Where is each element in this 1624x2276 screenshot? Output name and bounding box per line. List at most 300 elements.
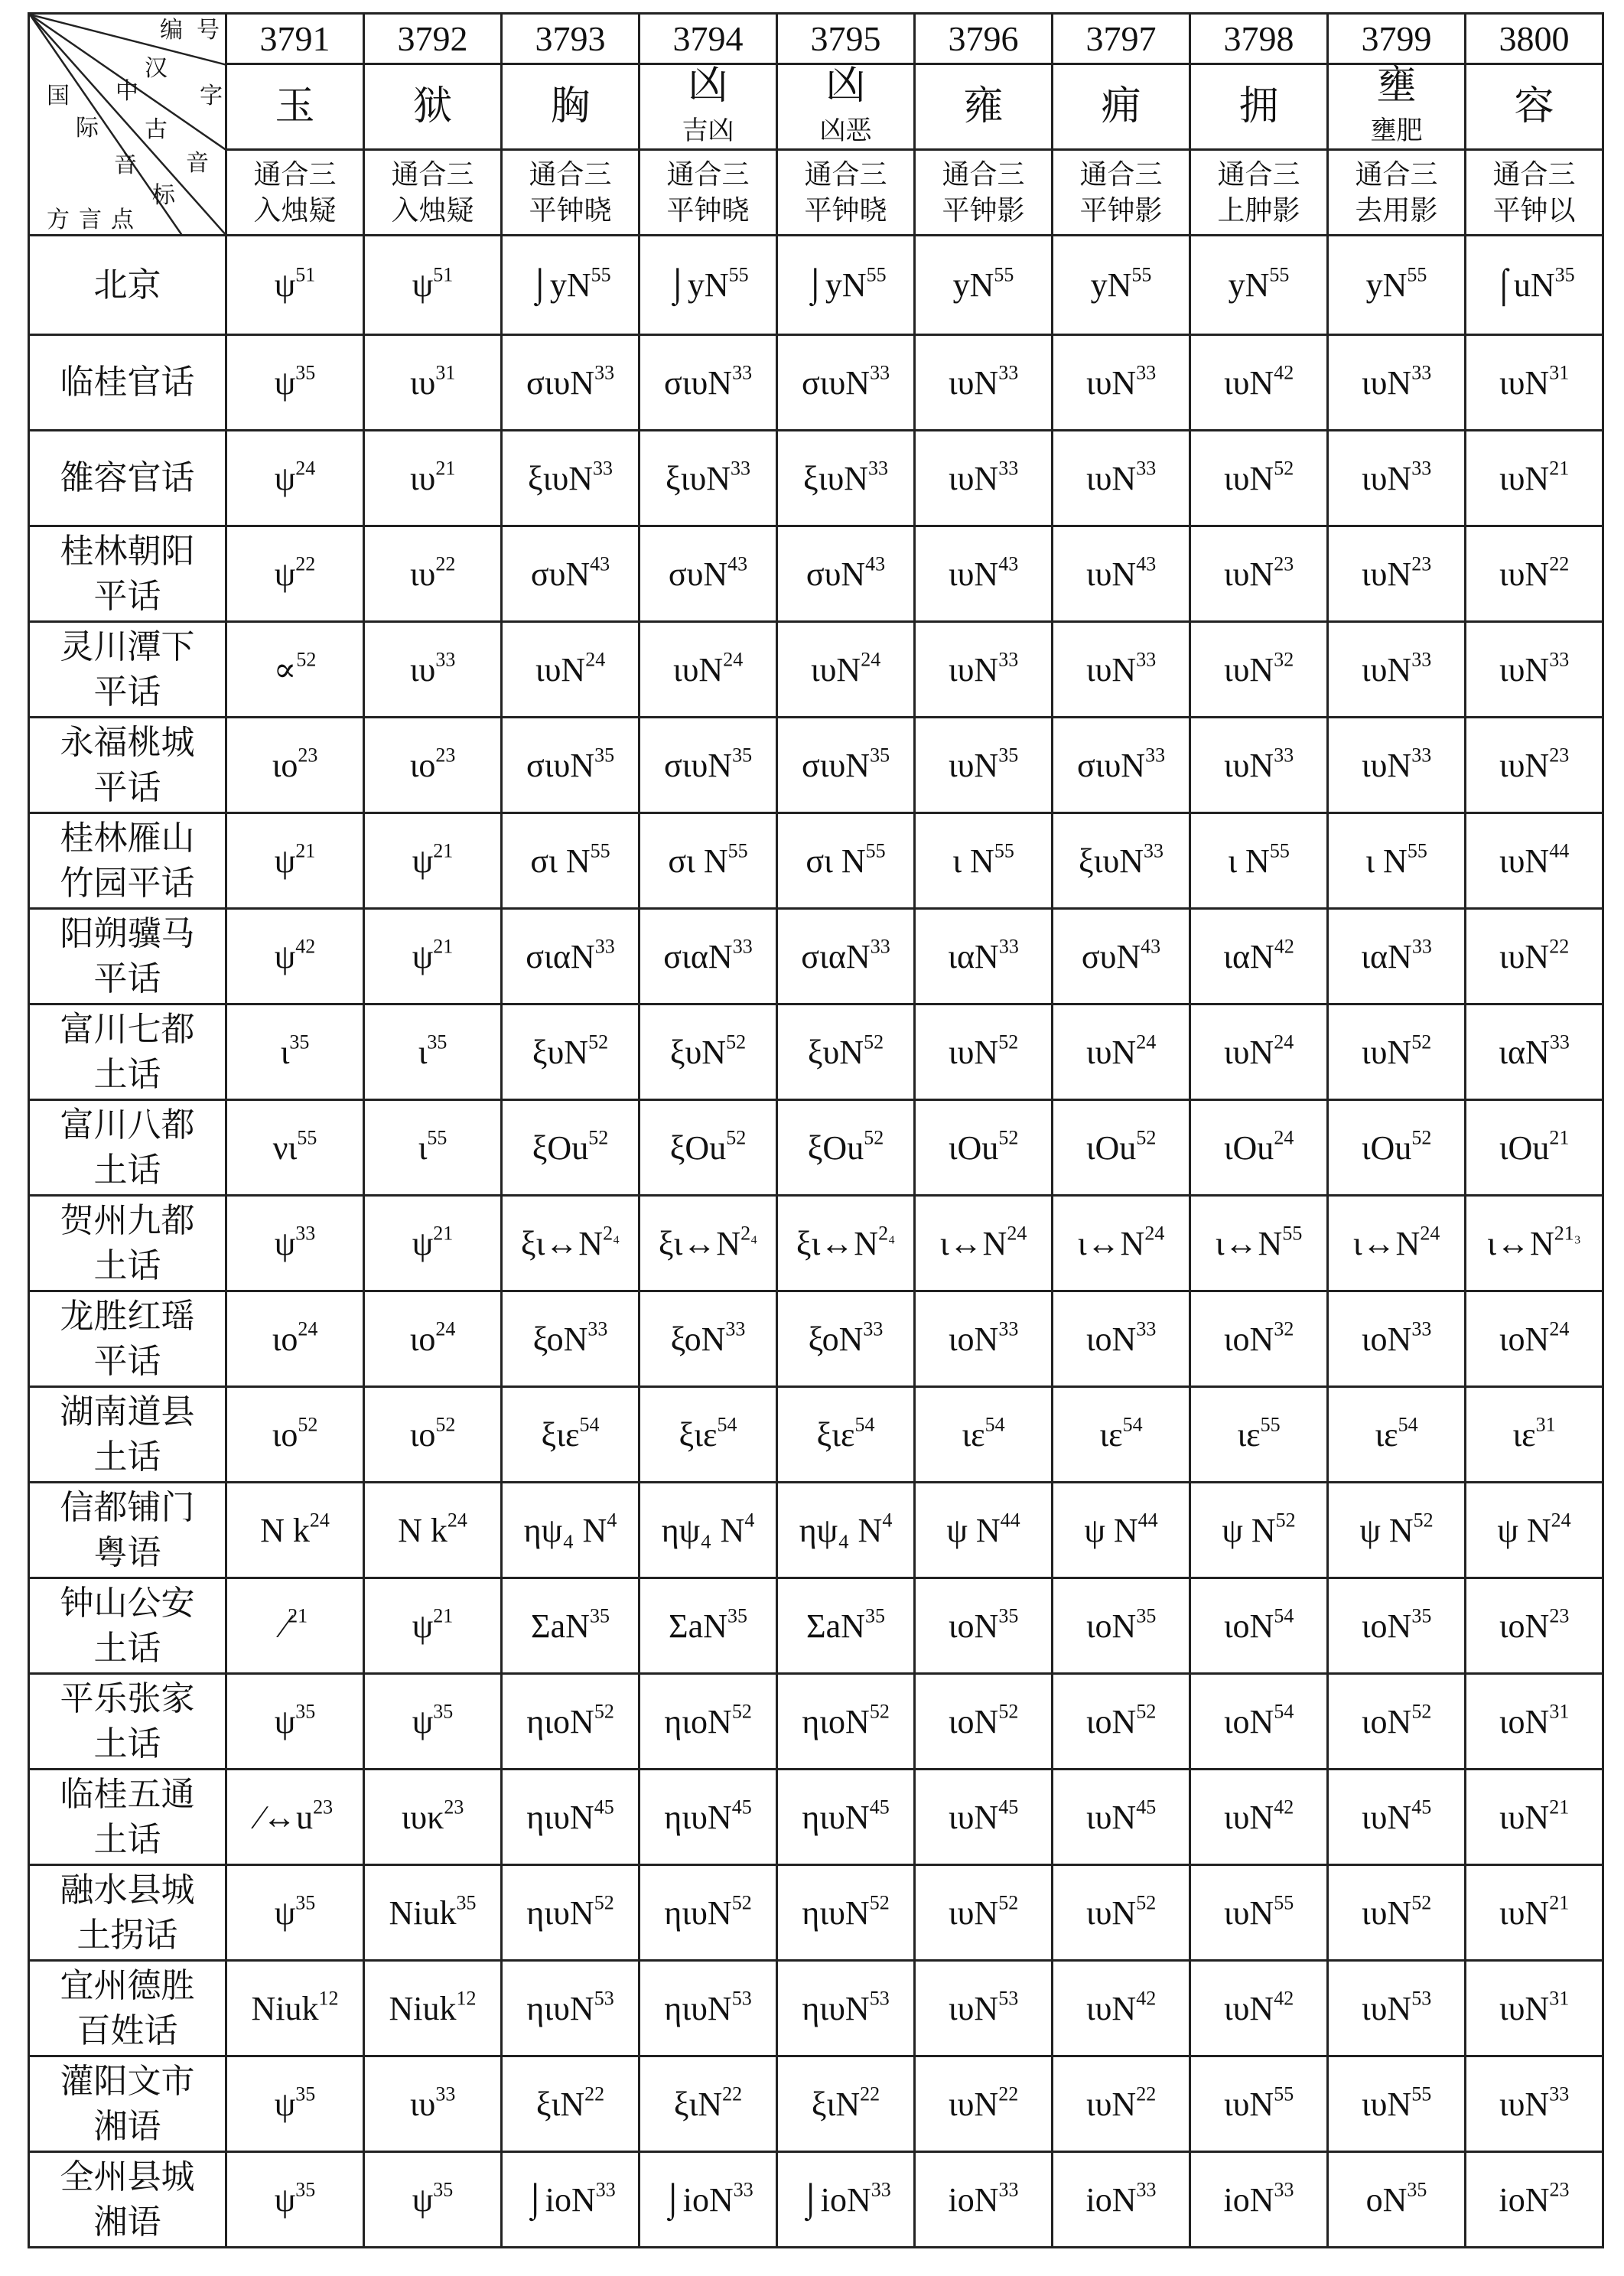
tone-number: 55 [866, 263, 887, 286]
ipa-text: ξιυN [1078, 842, 1144, 880]
tone-number: 35 [427, 1031, 447, 1053]
tone-number: 35 [456, 1891, 477, 1913]
tone-number: 24 [1274, 1031, 1294, 1053]
tone-number: 22 [860, 2082, 880, 2105]
tone-number: 35 [295, 361, 316, 383]
ipa-text: ξυN [532, 1033, 589, 1071]
ipa-text: ιο [409, 1415, 436, 1454]
ipa-text: ι↔N [1352, 1224, 1421, 1262]
ipa-text: ιοN [1499, 1320, 1550, 1358]
table-row [29, 1865, 1603, 1961]
tone-number: 22 [1549, 935, 1570, 957]
ipa-cell [364, 1865, 502, 1961]
dialect-place-line: 钟山公安 [60, 1584, 195, 1622]
corner-ipa-label-4: 标 [152, 183, 175, 208]
corner-mc-label-1: 中 [116, 79, 138, 104]
corner-number-label-2: 号 [197, 18, 220, 43]
ipa-cell [364, 2152, 502, 2248]
ipa-cell [915, 1196, 1053, 1291]
ipa-cell [1466, 1196, 1603, 1291]
tone-number: 33 [593, 457, 613, 479]
ipa-text: ψ [274, 1702, 296, 1740]
ipa-text: ιυN [948, 363, 999, 402]
tone-number: 21 [295, 839, 316, 861]
middle-chinese-line: 通合三 [666, 158, 750, 190]
table-row [29, 526, 1603, 622]
dialect-place-line: 土话 [93, 1056, 161, 1093]
ipa-cell [502, 1483, 640, 1578]
tone-number: 21 [433, 1222, 454, 1244]
tone-number: 52 [588, 1126, 609, 1148]
tone-number: 52 [298, 1413, 318, 1435]
dialect-place [29, 2152, 226, 2248]
dialect-place [29, 1578, 226, 1674]
table-row [29, 1578, 1603, 1674]
ipa-cell [226, 1387, 364, 1483]
ipa-cell [1053, 1387, 1190, 1483]
tone-number: 43 [1136, 552, 1157, 575]
tone-number: 55 [727, 839, 748, 861]
ipa-text: ιυN [1361, 1893, 1412, 1932]
ipa-text: ιαN [1361, 937, 1412, 975]
middle-chinese-cell [915, 150, 1053, 236]
ipa-text: ιο [409, 1320, 436, 1358]
table-row [29, 2056, 1603, 2152]
tone-number: 33 [863, 1317, 884, 1340]
tone-number: 23 [1549, 1604, 1570, 1626]
ipa-text: ιoN [948, 1607, 999, 1645]
dialect-place-line: 融水县城 [60, 1871, 195, 1909]
character-cell [1328, 64, 1466, 150]
ipa-text: ψ N [1222, 1511, 1276, 1549]
ipa-text: ιυN [948, 555, 999, 593]
ipa-text: ιυN [1361, 1798, 1412, 1836]
tone-number: 4 [607, 1509, 617, 1531]
tone-number: 23 [1549, 2178, 1570, 2200]
ipa-text: ι↔N [1487, 1224, 1554, 1262]
tone-number: 35 [1407, 2178, 1427, 2200]
ipa-cell [502, 1100, 640, 1196]
ipa-cell [640, 1770, 777, 1865]
tone-number: 22 [998, 2082, 1019, 2105]
ipa-cell [1328, 622, 1466, 718]
ipa-cell [915, 718, 1053, 813]
ipa-text: συN [530, 555, 591, 593]
dialect-place-line: 平话 [93, 673, 161, 711]
ipa-cell [364, 1291, 502, 1387]
ipa-cell [1053, 1483, 1190, 1578]
tone-number: 54 [1274, 1604, 1294, 1626]
ipa-cell [364, 1196, 502, 1291]
ipa-text: ΣaN [531, 1607, 590, 1645]
middle-chinese-line: 平钟以 [1492, 194, 1576, 226]
ipa-text: ψ [274, 937, 296, 975]
ipa-cell [777, 1005, 915, 1100]
dialect-place-line: 雒容官话 [60, 459, 195, 497]
tone-number: 31 [1549, 361, 1570, 383]
tone-number: 45 [594, 1796, 614, 1818]
middle-chinese-row [29, 150, 1603, 236]
ipa-text: N k [398, 1511, 447, 1549]
ipa-text: σιυN [801, 363, 871, 402]
ipa-text: ιOu [1361, 1128, 1412, 1167]
ipa-cell [502, 236, 640, 335]
table-row [29, 1100, 1603, 1196]
character-cell [1466, 64, 1603, 150]
ipa-text: ιε [962, 1415, 985, 1454]
tone-number: 43 [865, 552, 886, 575]
ipa-text: ιυN [1499, 650, 1550, 689]
table-row [29, 1005, 1603, 1100]
ipa-text: ιυN [1085, 2085, 1137, 2123]
ipa-cell [640, 1483, 777, 1578]
character-cell [226, 64, 364, 150]
tone-number: 21 [433, 839, 454, 861]
ipa-text: ηιoN [802, 1702, 870, 1740]
table-row [29, 1961, 1603, 2056]
ipa-text: ηψ₄ N [523, 1511, 607, 1549]
ipa-text: ξιN [673, 2085, 723, 2123]
tone-number: 54 [984, 1413, 1005, 1435]
ipa-text: ψ [412, 266, 434, 304]
ipa-text: ιοN [1361, 1320, 1412, 1358]
ipa-text: σιυN [663, 746, 733, 784]
tone-number: 43 [590, 552, 610, 575]
dialect-place-line: 土拐话 [76, 1916, 178, 1954]
dialect-place-line: 粤语 [93, 1534, 161, 1571]
middle-chinese-cell [1053, 150, 1190, 236]
tone-number: 33 [1411, 1317, 1432, 1340]
dialect-place [29, 1770, 226, 1865]
ipa-text: Niuk [389, 1989, 457, 2027]
ipa-cell [1190, 813, 1328, 909]
tone-number: 55 [1131, 263, 1152, 286]
ipa-cell [1190, 1961, 1328, 2056]
tone-number: 31 [1535, 1413, 1556, 1435]
tone-number: 45 [998, 1796, 1019, 1818]
tone-number: 24 [1551, 1509, 1571, 1531]
character-glyph: 狱 [412, 84, 453, 129]
ipa-cell [1328, 813, 1466, 909]
tone-number: 33 [1411, 648, 1432, 670]
ipa-cell [1328, 2152, 1466, 2248]
tone-number: 55 [1260, 1413, 1281, 1435]
tone-number: 52 [1413, 1509, 1434, 1531]
dialect-place-line: 信都铺门 [60, 1488, 195, 1526]
tone-number: 45 [1136, 1796, 1157, 1818]
ipa-cell [777, 2056, 915, 2152]
ipa-cell [640, 1291, 777, 1387]
dialect-place-line: 永福桃城 [60, 723, 195, 761]
ipa-text: ιε [1375, 1415, 1398, 1454]
tone-number: 33 [435, 648, 456, 670]
tone-number: 23 [1274, 552, 1294, 575]
ipa-text: ιOu [948, 1128, 999, 1167]
dialect-place [29, 909, 226, 1005]
ipa-cell [364, 909, 502, 1005]
ipa-text: ηιυN [802, 1989, 870, 2027]
tone-number: 52 [588, 1031, 609, 1053]
ipa-cell [1053, 1578, 1190, 1674]
dialect-place [29, 1196, 226, 1291]
ipa-text: ιυN [1499, 842, 1550, 880]
ipa-text: ιυN [672, 650, 724, 689]
table-row [29, 1387, 1603, 1483]
ipa-cell [502, 1865, 640, 1961]
middle-chinese-line: 入烛疑 [253, 194, 337, 226]
ipa-cell [1190, 1005, 1328, 1100]
middle-chinese-line: 平钟晓 [529, 194, 612, 226]
ipa-text: σι N [805, 842, 866, 880]
ipa-text: ιυN [1085, 1798, 1137, 1836]
tone-number: 21 [435, 457, 456, 479]
ipa-text: ιυN [1499, 555, 1550, 593]
ipa-cell [226, 1483, 364, 1578]
dialect-place-line: 土话 [93, 1630, 161, 1667]
ipa-cell [1466, 718, 1603, 813]
ipa-cell [1053, 236, 1190, 335]
corner-ipa-label-2: 际 [76, 116, 99, 141]
tone-number: 52 [998, 1700, 1019, 1722]
dialect-place [29, 236, 226, 335]
character-cell [1190, 64, 1328, 150]
character-number: 3792 [364, 14, 502, 64]
ipa-cell [640, 2152, 777, 2248]
tone-number: 35 [998, 1604, 1019, 1626]
tone-number: 12 [456, 1987, 477, 2009]
tone-number: 33 [1144, 839, 1163, 861]
ipa-cell [777, 526, 915, 622]
tone-number: 45 [869, 1796, 890, 1818]
tone-number: 52 [1411, 1126, 1432, 1148]
ipa-cell [777, 622, 915, 718]
character-gloss: 凶恶 [819, 117, 872, 145]
ipa-text: ιυ [409, 555, 436, 593]
ipa-text: ιοN [1223, 1320, 1274, 1358]
ipa-cell [640, 718, 777, 813]
ipa-text: ιυ [409, 363, 436, 402]
middle-chinese-cell [502, 150, 640, 236]
ipa-cell [364, 1770, 502, 1865]
ipa-text: σιαN [526, 937, 595, 975]
ipa-text: σι N [530, 842, 591, 880]
ipa-cell [364, 431, 502, 526]
ipa-text: ι↔N [1215, 1224, 1283, 1262]
ipa-cell [226, 1578, 364, 1674]
ipa-cell [1328, 1291, 1466, 1387]
ipa-cell [1053, 1291, 1190, 1387]
dialect-place [29, 335, 226, 431]
ipa-text: ψ [274, 842, 296, 880]
tone-number: 55 [994, 839, 1014, 861]
ipa-text: ιOu [1223, 1128, 1274, 1167]
table-row [29, 718, 1603, 813]
ipa-text: ψ [412, 1607, 434, 1645]
ipa-text: ξOu [669, 1128, 727, 1167]
table-row [29, 1196, 1603, 1291]
corner-mc-label-3: 音 [186, 151, 209, 176]
tone-number: 55 [1274, 1891, 1294, 1913]
tone-number: 44 [1137, 1509, 1158, 1531]
tone-number: 24 [723, 648, 744, 670]
ipa-cell [502, 622, 640, 718]
ipa-cell [502, 718, 640, 813]
tone-number: 55 [865, 839, 886, 861]
tone-number: 42 [1274, 935, 1294, 957]
tone-number: 52 [1411, 1031, 1432, 1053]
tone-number: 33 [998, 648, 1019, 670]
ipa-text: ιυN [1223, 2085, 1274, 2123]
ipa-text: ιoN [1499, 1607, 1550, 1645]
ipa-cell [1328, 1865, 1466, 1961]
tone-number: 53 [594, 1987, 614, 2009]
dialect-place-line: 临桂五通 [60, 1775, 195, 1813]
dialect-place-line: 富川八都 [60, 1105, 195, 1144]
ipa-cell [502, 2056, 640, 2152]
ipa-text: ιυN [1499, 1798, 1550, 1836]
tone-number: 24 [1136, 1031, 1157, 1053]
ipa-text: ηψ₄ N [661, 1511, 745, 1549]
ipa-text: ιυN [1223, 746, 1274, 784]
tone-number: 52 [731, 1891, 752, 1913]
ipa-cell [915, 335, 1053, 431]
character-glyph: 痈 [1101, 84, 1141, 129]
tone-number: 52 [998, 1031, 1019, 1053]
ipa-text: ηιoN [526, 1702, 594, 1740]
ipa-text: ιυN [948, 1893, 999, 1932]
ipa-cell [777, 813, 915, 909]
ipa-cell [1328, 1387, 1466, 1483]
character-cell [640, 64, 777, 150]
ipa-cell [915, 1291, 1053, 1387]
number-row [29, 14, 1603, 64]
ipa-cell [1053, 1674, 1190, 1770]
tone-number: 54 [1122, 1413, 1143, 1435]
ipa-text: συN [1081, 937, 1141, 975]
tone-number: 43 [727, 552, 748, 575]
ipa-text: ψ [412, 842, 434, 880]
ipa-text: ιυN [1361, 555, 1412, 593]
tone-number: 24 [298, 1317, 318, 1340]
ipa-cell [777, 2152, 915, 2248]
ipa-cell [1190, 1770, 1328, 1865]
character-number: 3797 [1053, 14, 1190, 64]
dialect-place-line: 全州县城 [60, 2157, 195, 2196]
ipa-cell [1466, 909, 1603, 1005]
ipa-cell [1328, 431, 1466, 526]
ipa-text: ιoN [1085, 1607, 1137, 1645]
ipa-cell [502, 1291, 640, 1387]
ipa-cell [640, 431, 777, 526]
middle-chinese-cell [1466, 150, 1603, 236]
ipa-text: ιυN [1085, 650, 1137, 689]
character-number: 3798 [1190, 14, 1328, 64]
ipa-text: ∕ [282, 1607, 288, 1645]
ipa-cell [915, 1100, 1053, 1196]
ipa-cell [502, 909, 640, 1005]
ipa-cell [640, 1005, 777, 1100]
ipa-text: ψ [274, 555, 296, 593]
tone-number: 52 [296, 648, 317, 670]
tone-number: 33 [587, 1317, 608, 1340]
ipa-text: σιυN [526, 746, 595, 784]
ipa-text: σιυN [663, 363, 733, 402]
tone-number: 33 [731, 457, 750, 479]
dialect-place-line: 百姓话 [76, 2012, 178, 2050]
ipa-text: ιυN [1499, 363, 1550, 402]
ipa-cell [1190, 1100, 1328, 1196]
tone-number: 33 [1145, 744, 1166, 766]
ipa-cell [1328, 1483, 1466, 1578]
ipa-cell [502, 2152, 640, 2248]
tone-number: 2₄ [878, 1222, 896, 1244]
ipa-text: yN [1090, 266, 1132, 304]
tone-number: 4 [744, 1509, 755, 1531]
ipa-text: yN [952, 266, 994, 304]
ipa-text: ⌡yN [529, 266, 591, 304]
ipa-text: ιυN [948, 1798, 999, 1836]
tone-number: 44 [1000, 1509, 1020, 1531]
ipa-cell [1328, 1961, 1466, 2056]
tone-number: 52 [1411, 1700, 1432, 1722]
ipa-cell [502, 1578, 640, 1674]
tone-number: 52 [435, 1413, 456, 1435]
tone-number: 22 [1136, 2082, 1157, 2105]
ipa-cell [1466, 622, 1603, 718]
ipa-text: ξυN [669, 1033, 727, 1071]
ipa-text: ιυN [1499, 459, 1550, 497]
middle-chinese-line: 通合三 [1217, 158, 1300, 190]
corner-ipa-label-3: 音 [114, 152, 137, 177]
ipa-text: ιoN [1085, 1702, 1137, 1740]
ipa-cell [777, 1100, 915, 1196]
tone-number: 42 [1136, 1987, 1157, 2009]
ipa-text: ΣaN [669, 1607, 727, 1645]
ipa-text: ιυN [1223, 1893, 1274, 1932]
ipa-text: ξι↔N [796, 1224, 879, 1262]
character-cell [1053, 64, 1190, 150]
dialect-place-line: 土话 [93, 1821, 161, 1858]
ipa-text: ξι↔N [520, 1224, 604, 1262]
ipa-text: ιυN [810, 650, 861, 689]
character-gloss: 吉凶 [682, 117, 734, 145]
table-row [29, 431, 1603, 526]
tone-number: 24 [309, 1509, 330, 1531]
tone-number: 35 [433, 1700, 454, 1722]
ipa-text: ψ [274, 1893, 296, 1932]
ipa-text: ι [418, 1128, 428, 1167]
tone-number: 52 [1136, 1126, 1157, 1148]
middle-chinese-line: 平钟影 [942, 194, 1025, 226]
ipa-cell [1053, 526, 1190, 622]
tone-number: 33 [733, 2178, 753, 2200]
ipa-cell [226, 2152, 364, 2248]
ipa-text: ιυ [409, 459, 436, 497]
ipa-cell [364, 1100, 502, 1196]
ipa-text: ∕↔u [256, 1798, 314, 1836]
tone-number: 33 [1411, 935, 1432, 957]
dialect-place [29, 1961, 226, 2056]
ipa-cell [226, 1196, 364, 1291]
middle-chinese-cell [226, 150, 364, 236]
ipa-cell [1466, 1005, 1603, 1100]
middle-chinese-cell [1328, 150, 1466, 236]
tone-number: 52 [594, 1891, 614, 1913]
ipa-text: ι↔N [1077, 1224, 1145, 1262]
tone-number: 32 [1274, 1317, 1294, 1340]
dialect-place-line: 土话 [93, 1151, 161, 1189]
tone-number: 55 [1274, 2082, 1294, 2105]
